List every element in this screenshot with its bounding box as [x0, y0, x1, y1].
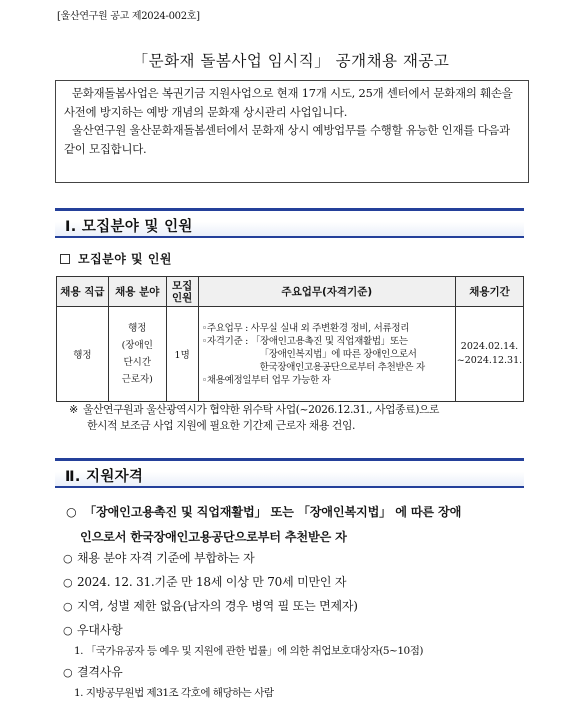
circle-bullet-icon: ○: [63, 600, 73, 613]
field-line: (장애인: [121, 340, 153, 351]
qualification-item-primary: [66, 500, 532, 550]
qualification-text-line-1: 「장애인고용촉진 및 직업재활법」 또는 「장애인복지법」 에 따른 장애: [84, 505, 462, 519]
table-row: [57, 307, 524, 402]
duty-line: ◦주요업무 : 사무실 실내 외 주변환경 정비, 서류정리: [201, 322, 410, 334]
intro-paragraph-1: 문화재돌봄사업은 복권기금 지원사업으로 현재 17개 시도, 25개 센터에서 문화재의 훼손을 사전에 방지하는 예방 개념의 문화재 상시관리 사업입니다.: [64, 86, 513, 119]
cell-grade: 행정: [57, 307, 109, 402]
header-field: 채용 분야: [108, 277, 166, 307]
period-end: ~2024.12.31.: [456, 355, 523, 366]
header-period: 채용기간: [455, 277, 523, 307]
qualification-item: ○ 우대사항: [63, 623, 123, 637]
cell-duties: [198, 307, 455, 402]
disqualification-item: 1. 지방공무원법 제31조 각호에 해당하는 사람: [74, 687, 274, 699]
period-start: 2024.02.14.: [460, 341, 519, 352]
table-header-row: [57, 277, 524, 307]
circle-bullet-icon: ○: [63, 666, 73, 679]
section-heading-recruitment: [55, 208, 524, 238]
cell-count: 1명: [166, 307, 198, 402]
intro-box: [55, 80, 529, 183]
duty-line: 한국장애인고용공단으로부터 추천받은 자: [259, 361, 425, 373]
qualification-item: ○ 지역, 성별 제한 없음(남자의 경우 병역 필 또는 면제자): [63, 599, 358, 613]
subheading-label: 모집분야 및 인원: [78, 252, 173, 266]
recruitment-table: [56, 276, 524, 402]
circle-bullet-icon: ○: [63, 624, 73, 637]
note-line-1: 울산연구원과 울산광역시가 협약한 위수탁 사업(~2026.12.31., 사업종료)으로: [83, 403, 440, 416]
field-line: 단시간: [123, 357, 152, 368]
section-title: Ⅱ. 지원자격: [65, 469, 144, 485]
qualification-item: ○ 2024. 12. 31.기준 만 18세 이상 만 70세 미만인 자: [63, 575, 347, 589]
preference-item: 1. 「국가유공자 등 예우 및 지원에 관한 법률」에 의한 취업보호대상자(5~10점): [74, 645, 423, 657]
duty-line: ◦자격기준 : 「장애인고용촉진 및 직업재활법」또는: [201, 335, 408, 347]
section-title: Ⅰ. 모집분야 및 인원: [65, 219, 193, 235]
note-mark: ※: [69, 403, 78, 416]
page-title: 「문화재 돌봄사업 임시직」 공개채용 재공고: [132, 52, 450, 70]
circle-bullet-icon: ○: [63, 576, 73, 589]
header-grade: 채용 직급: [57, 277, 109, 307]
document-number: [울산연구원 공고 제2024-002호]: [57, 11, 200, 22]
disqualification-heading: ○ 결격사유: [63, 665, 123, 679]
intro-paragraph-2: 울산연구원 울산문화재돌봄센터에서 문화재 상시 예방업무를 수행할 유능한 인재를 다음과 같이 모집합니다.: [64, 123, 510, 156]
duty-line: 「장애인복지법」에 따른 장애인으로서: [259, 348, 417, 360]
cell-field: [108, 307, 166, 402]
cell-period: [455, 307, 523, 402]
circle-bullet-icon: ○: [63, 552, 73, 565]
header-duties: 주요업무(자격기준): [198, 277, 455, 307]
qualification-item: ○ 채용 분야 자격 기준에 부합하는 자: [63, 551, 255, 565]
note-line-2: 한시적 보조금 사업 지원에 필요한 기간제 근로자 채용 건임.: [87, 419, 356, 432]
square-bullet-icon: [60, 254, 70, 264]
table-note: [69, 402, 531, 434]
qualification-text-line-2: 인으로서 한국장애인고용공단으로부터 추천받은 자: [80, 530, 347, 544]
field-line: 행정: [128, 323, 147, 334]
duty-line: ◦채용예정일부터 업무 가능한 자: [201, 374, 331, 386]
circle-bullet-icon: ○: [66, 505, 77, 519]
header-count: 모집 인원: [166, 277, 198, 307]
section-heading-qualifications: [55, 458, 524, 488]
subheading-recruitment: [60, 250, 172, 267]
field-line: 근로자): [121, 374, 153, 385]
